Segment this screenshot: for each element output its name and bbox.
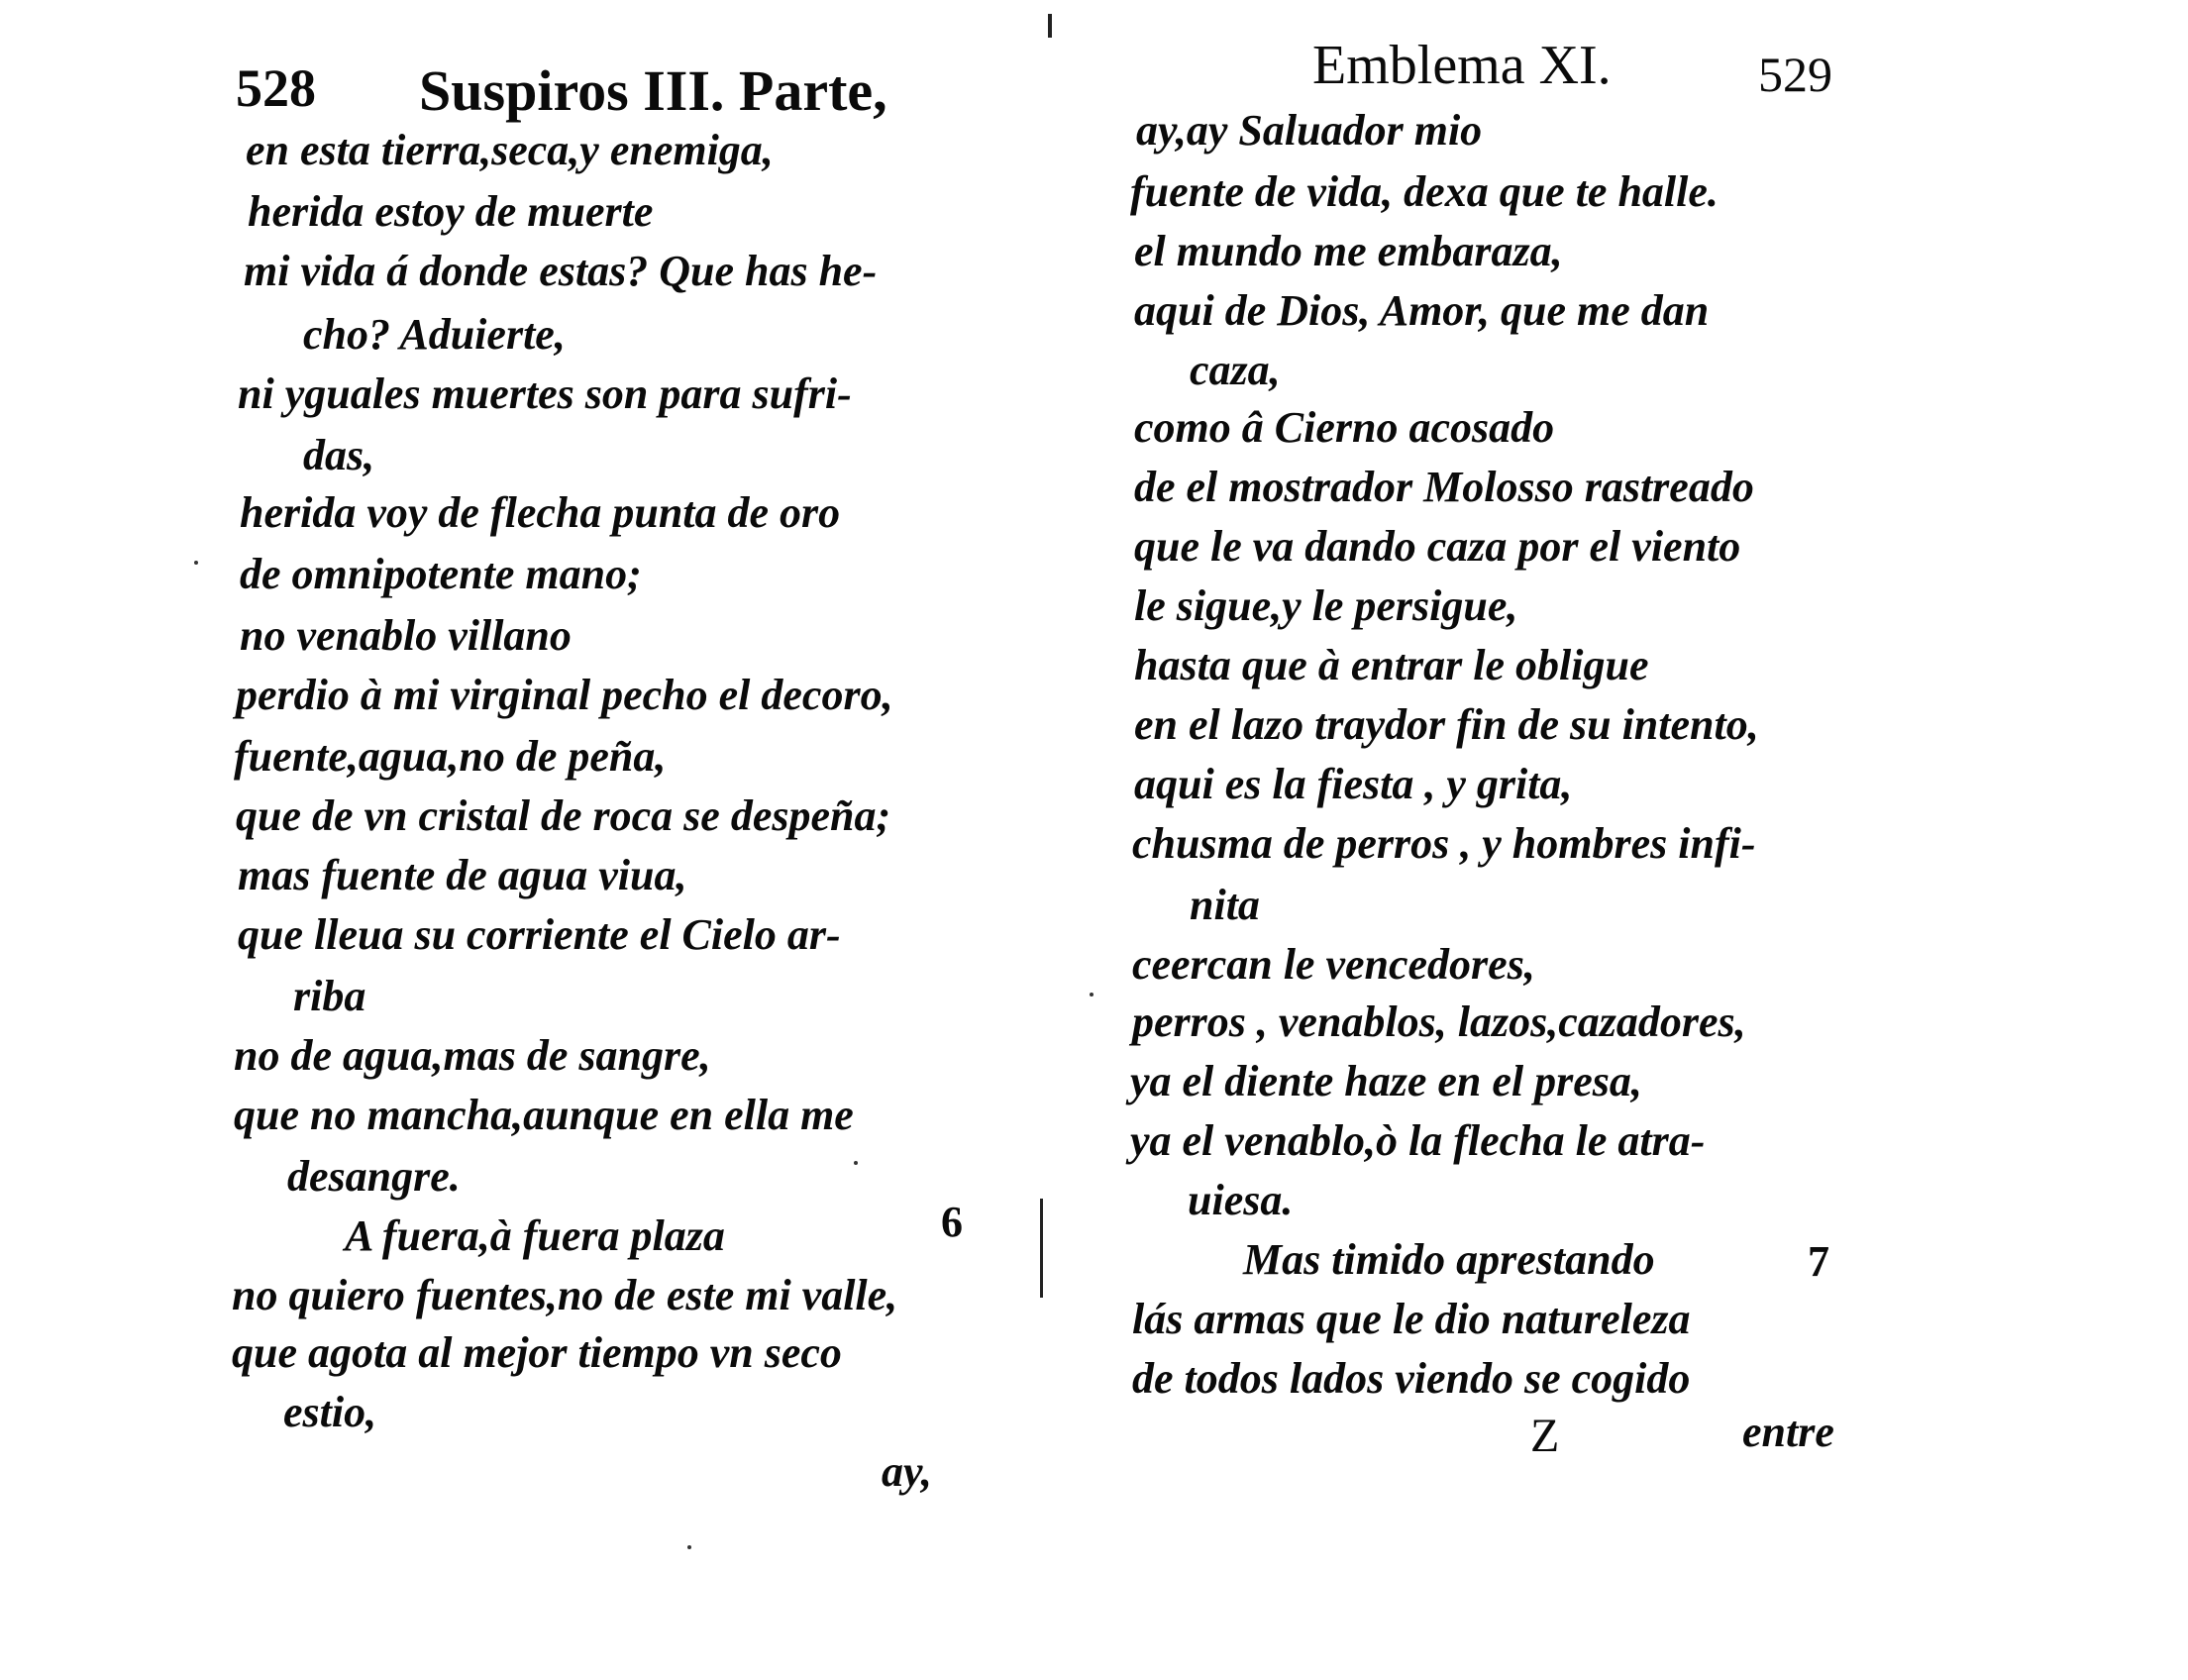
verse-line: A fuera,à fuera plaza [345,1211,725,1260]
verse-line: hasta que à entrar le obligue [1134,641,1649,689]
verse-line: estio, [283,1388,377,1436]
verse-line: de omnipotente mano; [240,550,642,598]
speck [194,561,198,565]
verse-line: en esta tierra,seca,y enemiga, [246,126,774,174]
gutter-rule [1040,1199,1043,1298]
verse-line: de todos lados viendo se cogido [1132,1354,1691,1403]
stanza-number: 7 [1808,1237,1829,1286]
verse-line: desangre. [287,1152,461,1201]
verse-line: Mas timido aprestando [1243,1235,1655,1284]
verse-line: herida estoy de muerte [248,187,654,236]
verse-line: aqui es la fiesta , y grita, [1134,760,1573,808]
stanza-number: 6 [941,1198,963,1246]
verse-line: que lleua su corriente el Cielo ar- [238,910,841,959]
verse-line: perros , venablos, lazos,cazadores, [1132,998,1746,1046]
signature-mark: Z [1530,1410,1560,1462]
verse-line: no venablo villano [240,611,572,660]
verse-line: riba [293,972,366,1020]
verse-line: ya el diente haze en el presa, [1130,1057,1642,1105]
verse-line: chusma de perros , y hombres infi- [1132,819,1756,868]
verse-line: no quiero fuentes,no de este mi valle, [232,1271,898,1319]
verse-line: que no mancha,aunque en ella me [234,1091,854,1139]
verse-line: en el lazo traydor fin de su intento, [1134,700,1759,749]
verse-line: el mundo me embaraza, [1134,227,1563,275]
left-page-number: 528 [236,58,316,118]
verse-line: das, [303,431,375,479]
verse-line: fuente,agua,no de peña, [234,732,667,781]
right-running-head: Emblema XI. [1312,35,1612,96]
verse-line: ay,ay Saluador mio [1136,106,1483,155]
verse-line: aqui de Dios, Amor, que me dan [1134,286,1710,335]
verse-line: mi vida á donde estas? Que has he- [244,247,878,295]
verse-line: nita [1190,881,1260,929]
verse-line: mas fuente de agua viua, [238,851,687,899]
verse-line: le sigue,y le persigue, [1134,581,1518,630]
verse-line: que agota al mejor tiempo vn seco [232,1328,842,1377]
verse-line: perdio à mi virginal pecho el decoro, [236,671,893,719]
verse-line: no de agua,mas de sangre, [234,1031,711,1080]
verse-line: ya el venablo,ò la flecha le atra- [1130,1116,1706,1165]
right-page-number: 529 [1758,47,1832,102]
verse-line: que de vn cristal de roca se despeña; [236,791,891,840]
gutter-mark [1048,14,1052,38]
catchword: entre [1742,1408,1834,1456]
left-running-head: Suspiros III. Parte, [419,58,887,123]
catchword: ay, [882,1447,932,1496]
speck [854,1161,858,1165]
verse-line: que le va dando caza por el viento [1134,522,1741,571]
verse-line: ceercan le vencedores, [1132,940,1535,989]
verse-line: ni yguales muertes son para sufri- [238,369,852,418]
verse-line: lás armas que le dio natureleza [1132,1295,1691,1343]
verse-line: de el mostrador Molosso rastreado [1134,463,1754,511]
verse-line: cho? Aduierte, [303,310,566,359]
speck [1090,993,1094,997]
verse-line: caza, [1190,346,1281,394]
verse-line: uiesa. [1188,1176,1294,1224]
verse-line: fuente de vida, dexa que te halle. [1130,167,1719,216]
verse-line: como â Cierno acosado [1134,403,1555,452]
speck [687,1545,691,1549]
verse-line: herida voy de flecha punta de oro [240,488,841,537]
